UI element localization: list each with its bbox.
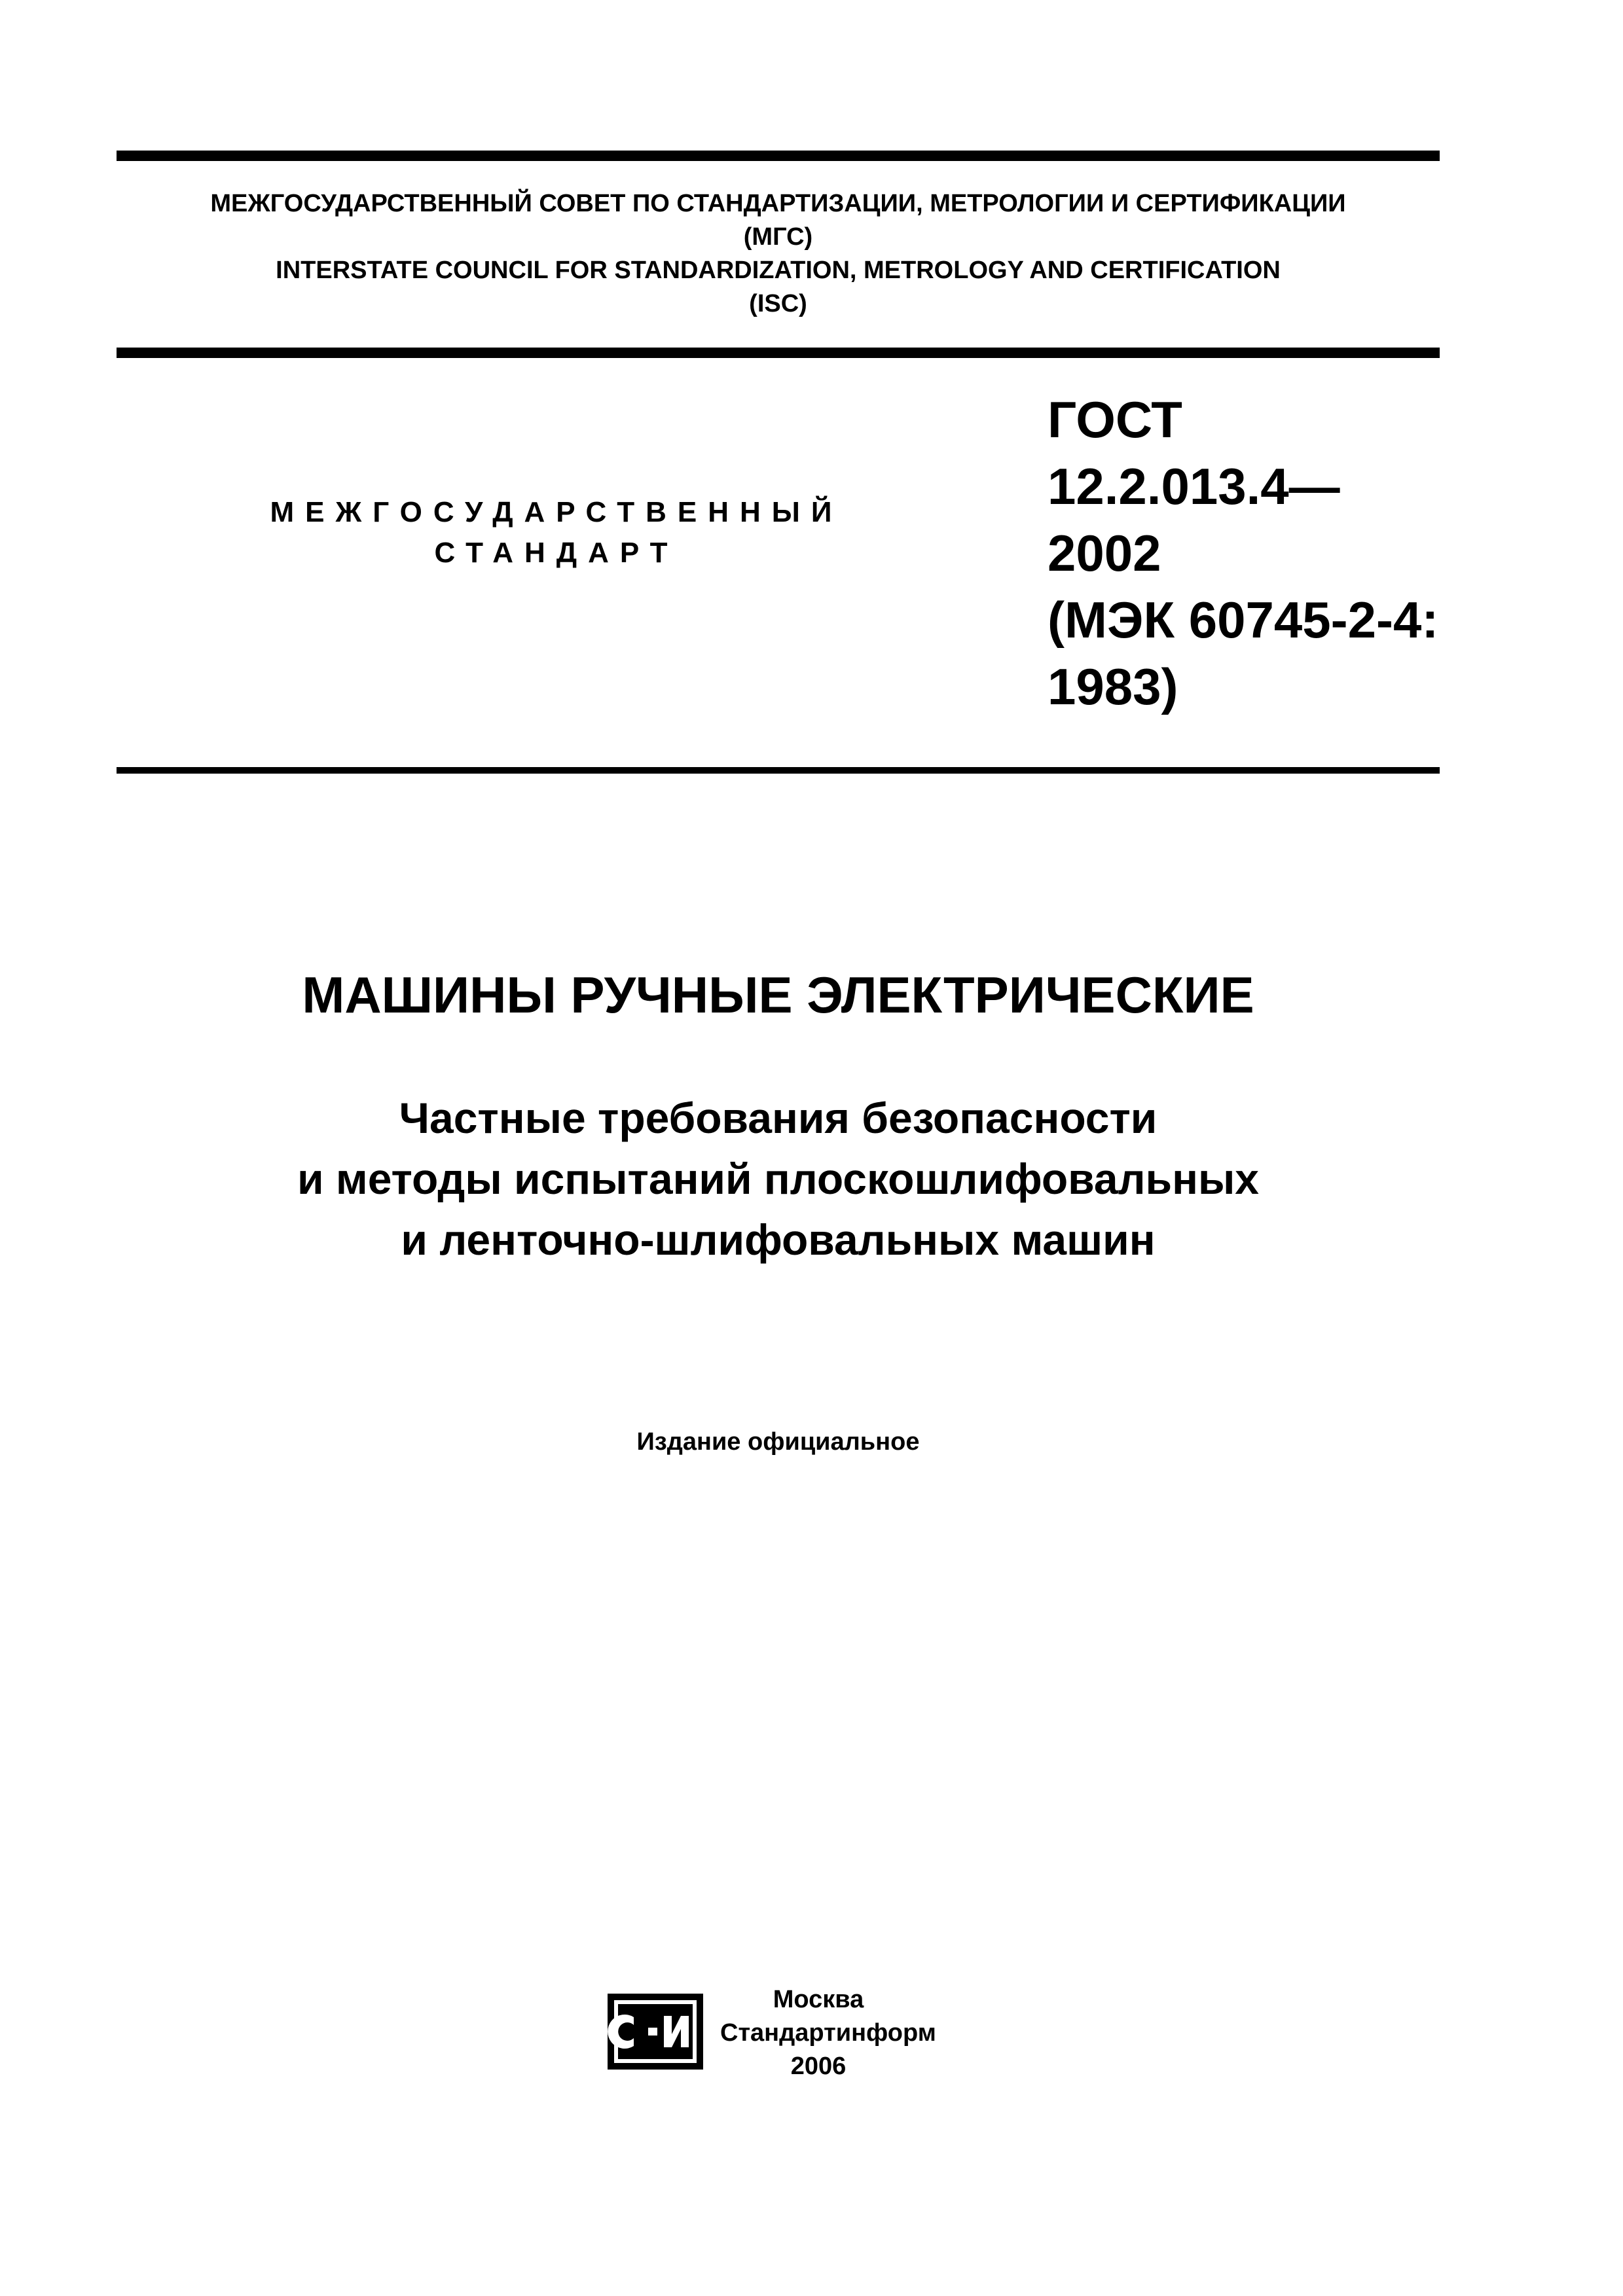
publisher-city: Москва	[773, 1986, 864, 2013]
subtitle-line: и ленточно-шлифовальных машин	[401, 1215, 1156, 1264]
publisher-block	[720, 1983, 936, 2083]
publisher-logo-icon	[608, 1994, 703, 2070]
council-abbr-en: (ISC)	[749, 290, 807, 317]
document-title: МАШИНЫ РУЧНЫЕ ЭЛЕКТРИЧЕСКИЕ	[302, 966, 1254, 1024]
standard-designation	[1048, 386, 1440, 720]
subtitle-line: Частные требования безопасности	[399, 1094, 1158, 1142]
document-subtitle	[117, 1088, 1440, 1270]
designation-line: (МЭК 60745-2-4:	[1048, 591, 1439, 649]
designation-line: 1983)	[1048, 658, 1178, 715]
council-name-en: INTERSTATE COUNCIL FOR STANDARDIZATION, METROLOGY AND CERTIFICATION	[276, 257, 1281, 284]
standard-type-line-1: МЕЖГОСУДАРСТВЕННЫЙ	[270, 496, 843, 528]
council-abbr-ru: (МГС)	[743, 223, 813, 251]
lower-rule	[117, 767, 1440, 774]
designation-line: 2002	[1048, 524, 1161, 582]
subtitle-line: и методы испытаний плоскошлифовальных	[297, 1155, 1260, 1203]
council-header	[117, 187, 1440, 321]
publisher-year: 2006	[790, 2053, 847, 2080]
council-name-ru: МЕЖГОСУДАРСТВЕННЫЙ СОВЕТ ПО СТАНДАРТИЗАЦИИ, МЕТРОЛОГИИ И СЕРТИФИКАЦИИ	[210, 190, 1346, 217]
designation-line: 12.2.013.4—	[1048, 457, 1340, 515]
designation-line: ГОСТ	[1048, 391, 1182, 448]
edition-label: Издание официальное	[636, 1428, 920, 1456]
middle-rule	[117, 348, 1440, 358]
standard-type-line-2: СТАНДАРТ	[434, 537, 679, 569]
top-rule	[117, 151, 1440, 161]
standard-type	[196, 492, 917, 573]
publisher-name: Стандартинформ	[720, 2019, 936, 2047]
